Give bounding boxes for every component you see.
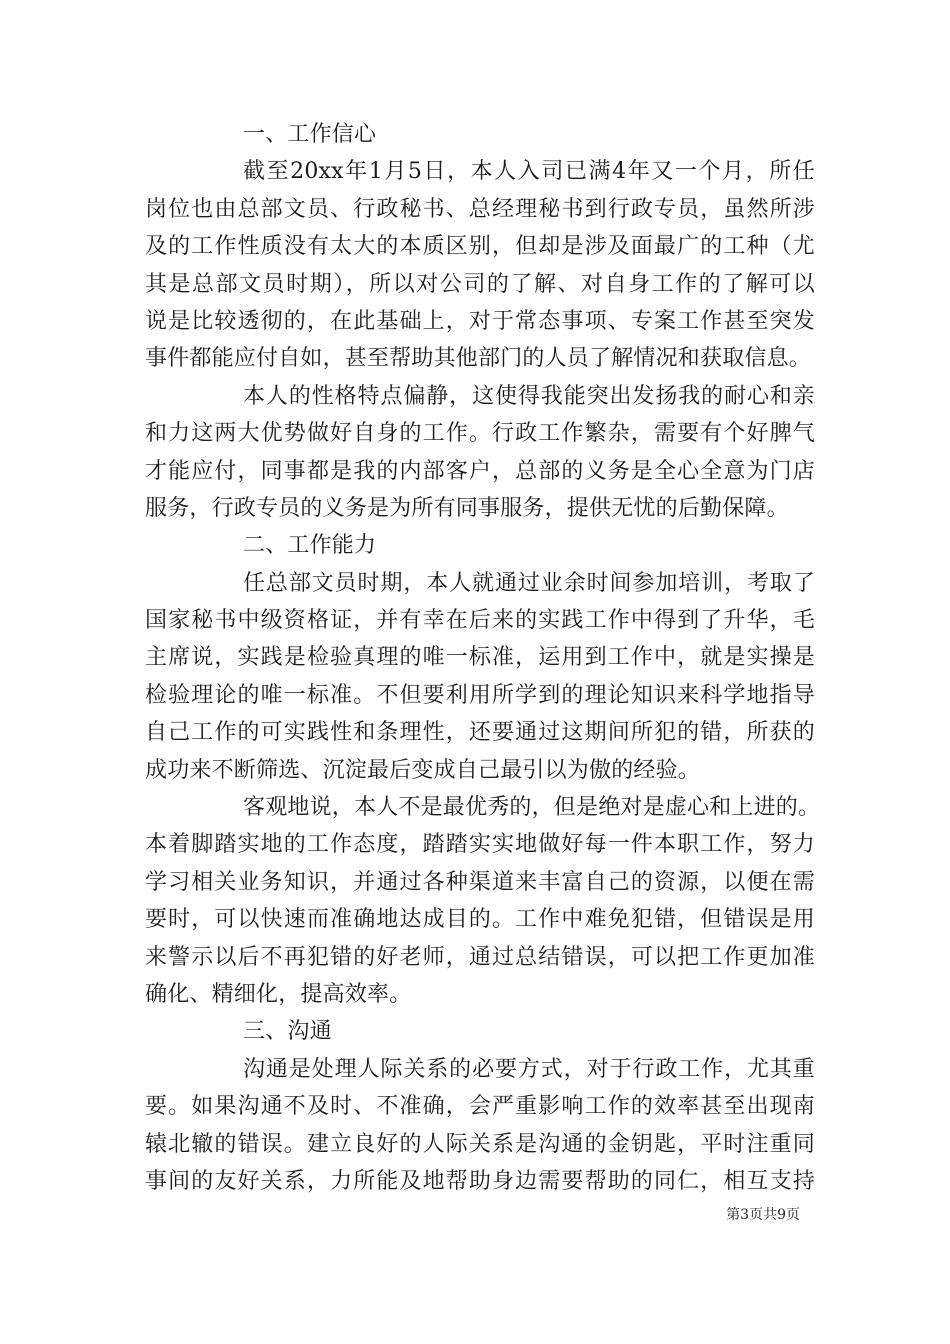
paragraph-line: 本着脚踏实地的工作态度，踏踏实实地做好每一件本职工作，努力 (145, 832, 815, 858)
paragraph-last-line: 事件都能应付自如，甚至帮助其他部门的人员了解情况和获取信息。 (145, 346, 812, 372)
paragraph-line: 国家秘书中级资格证，并有幸在后来的实践工作中得到了升华，毛 (145, 608, 815, 634)
paragraph-last-line: 成功来不断筛选、沉淀最后变成自己最引以为傲的经验。 (145, 757, 701, 783)
section-heading: 二、工作能力 (243, 533, 377, 559)
paragraph-line: 和力这两大优势做好自身的工作。行政工作繁杂，需要有个好脾气 (145, 421, 815, 447)
paragraph-line: 主席说，实践是检验真理的唯一标准，运用到工作中，就是实操是 (145, 645, 815, 671)
paragraph-first-line: 沟通是处理人际关系的必要方式，对于行政工作，尤其重 (243, 1056, 815, 1082)
paragraph-line: 才能应付，同事都是我的内部客户，总部的义务是全心全意为门店 (145, 458, 815, 484)
paragraph-line: 来警示以后不再犯错的好老师，通过总结错误，可以把工作更加准 (145, 944, 815, 970)
paragraph-line: 要。如果沟通不及时、不准确，会严重影响工作的效率甚至出现南 (145, 1094, 815, 1120)
paragraph-line: 要时，可以快速而准确地达成目的。工作中难免犯错，但错误是用 (145, 907, 815, 933)
paragraph-line: 及的工作性质没有太大的本质区别，但却是涉及面最广的工种（尤 (145, 234, 815, 260)
paragraph-line: 说是比较透彻的，在此基础上，对于常态事项、专案工作甚至突发 (145, 308, 815, 334)
document-body (145, 116, 821, 1200)
paragraph-first-line: 客观地说，本人不是最优秀的，但是绝对是虚心和上进的。 (243, 795, 821, 821)
paragraph-first-line: 截至20xx年1月5日，本人入司已满4年又一个月，所任 (243, 159, 815, 185)
paragraph-first-line: 任总部文员时期，本人就通过业余时间参加培训，考取了 (243, 570, 815, 596)
paragraph-line: 事间的友好关系，力所能及地帮助身边需要帮助的同仁，相互支持 (145, 1168, 815, 1194)
paragraph-line: 其是总部文员时期），所以对公司的了解、对自身工作的了解可以 (145, 271, 815, 297)
paragraph-last-line: 确化、精细化，提高效率。 (145, 981, 412, 1007)
paragraph-line: 学习相关业务知识，并通过各种渠道来丰富自己的资源，以便在需 (145, 869, 815, 895)
section-heading: 三、沟通 (243, 1019, 332, 1045)
paragraph-line: 自己工作的可实践性和条理性，还要通过这期间所犯的错，所获的 (145, 720, 815, 746)
paragraph-last-line: 服务，行政专员的义务是为所有同事服务，提供无忧的后勤保障。 (145, 495, 789, 521)
paragraph-first-line: 本人的性格特点偏静，这使得我能突出发扬我的耐心和亲 (243, 383, 815, 409)
paragraph-line: 辕北辙的错误。建立良好的人际关系是沟通的金钥匙，平时注重同 (145, 1131, 815, 1157)
page-number: 第3页共9页 (726, 1207, 800, 1223)
section-heading: 一、工作信心 (243, 122, 377, 147)
paragraph-line: 检验理论的唯一标准。不但要利用所学到的理论知识来科学地指导 (145, 682, 815, 708)
paragraph-line: 岗位也由总部文员、行政秘书、总经理秘书到行政专员，虽然所涉 (145, 196, 815, 222)
